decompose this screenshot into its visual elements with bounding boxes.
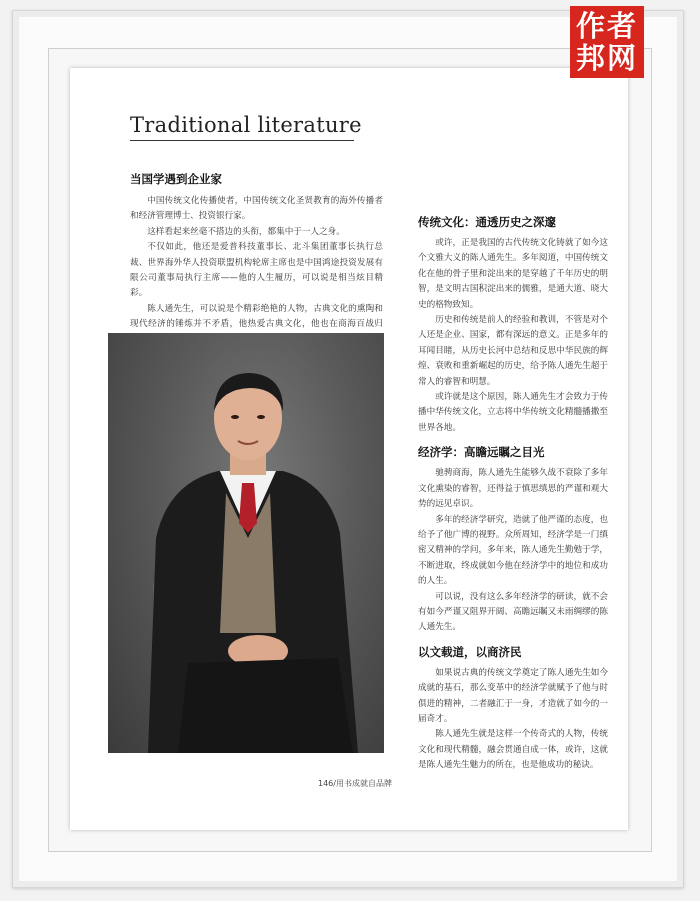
intro-paragraph: 中国传统文化传播使者，中国传统文化圣贤教育的海外传播者和经济管理博士、投资银行家。 xyxy=(130,196,383,222)
intro-paragraph: 陈人通先生，可以说是个精彩绝艳的人物，古典文化的熏陶和现代经济的锤炼并不矛盾，他热爱古典文化，他也在商海百战归 xyxy=(130,303,383,330)
section-paragraph: 驰骋商海，陈人通先生能够久战不衰除了多年文化熏染的睿智，还得益于慎思缜思的严谨和观大势的远见卓识。 xyxy=(418,468,608,510)
page-title: Traditional literature xyxy=(130,113,362,137)
logo-line-2: 邦网 xyxy=(575,41,639,75)
section-heading-literature-commerce: 以文载道，以商济民 xyxy=(418,644,522,659)
section-paragraph: 历史和传统是前人的经验和教训，不管是对个人还是企业、国家，都有深远的意义。正是多年的耳闻目睹，从历史长河中总结和反思中华民族的辉煌、衰败和重新崛起的历史，给予陈人通先生超于常人的睿智和明慧。 xyxy=(418,315,608,387)
section-paragraph: 可以说，没有这么多年经济学的研读，就不会有如今严谨又阻界开阔、高瞻远瞩又未雨绸缪的陈人通先生。 xyxy=(418,591,608,633)
section-paragraph: 陈人通先生就是这样一个传奇式的人物，传统文化和现代精髓，融会贯通自成一体，或许，这就是陈人通先生魅力的所在，也是他成功的秘诀。 xyxy=(418,729,608,771)
section-heading-economics: 经济学：高瞻远瞩之目光 xyxy=(418,445,545,460)
site-logo-badge xyxy=(570,6,644,78)
section-paragraph: 或许，正是我国的古代传统文化铸就了如今这个文雅大义的陈人通先生。多年阅道，中国传统文化在他的骨子里和淀出来的是穿越了千年历史的明智，是文明古国积淀出来的儒雅，是通大道、晓大史的格物致知。 xyxy=(418,238,608,310)
section-heading-culture: 传统文化：通透历史之深邃 xyxy=(418,215,556,229)
logo-line-1: 作者 xyxy=(575,9,639,43)
portrait-illustration xyxy=(108,333,384,753)
page-footer: 146/用书成就自品牌 xyxy=(318,779,392,788)
title-underline xyxy=(130,140,354,141)
section-paragraph: 多年的经济学研究，造就了他严谨的态度，也给予了他广博的视野。众所周知，经济学是一门缜密又精神的学问，多年来，陈人通先生勤勉于学，不断进取，终成就如今他在经济学中的地位和成功的人生。 xyxy=(418,514,608,587)
portrait-photo xyxy=(108,333,384,753)
intro-paragraph: 不仅如此，他还是爱普科技董事长、北斗集团董事长执行总裁、世界海外华人投资联盟机构轮席主席也是中国鸿途投资发展有限公司董事局执行主席——他的人生履历，可以说是相当炫目精彩。 xyxy=(130,242,383,299)
intro-heading: 当国学遇到企业家 xyxy=(130,172,222,186)
intro-paragraph: 这样看起来丝毫不搭边的头衔，都集中于一人之身。 xyxy=(147,226,345,237)
section-paragraph: 或许就是这个原因，陈人通先生才会致力于传播中华传统文化，立志将中华传统文化精髓播撒至世界各地。 xyxy=(418,392,608,433)
section-paragraph: 如果说古典的传统文学奠定了陈人通先生如今成就的基石，那么变革中的经济学就赋予了他与时俱进的精神，二者融汇于一身，才造就了如今的一届奇才。 xyxy=(418,667,608,724)
intro-section xyxy=(130,171,383,348)
right-column xyxy=(418,214,608,774)
